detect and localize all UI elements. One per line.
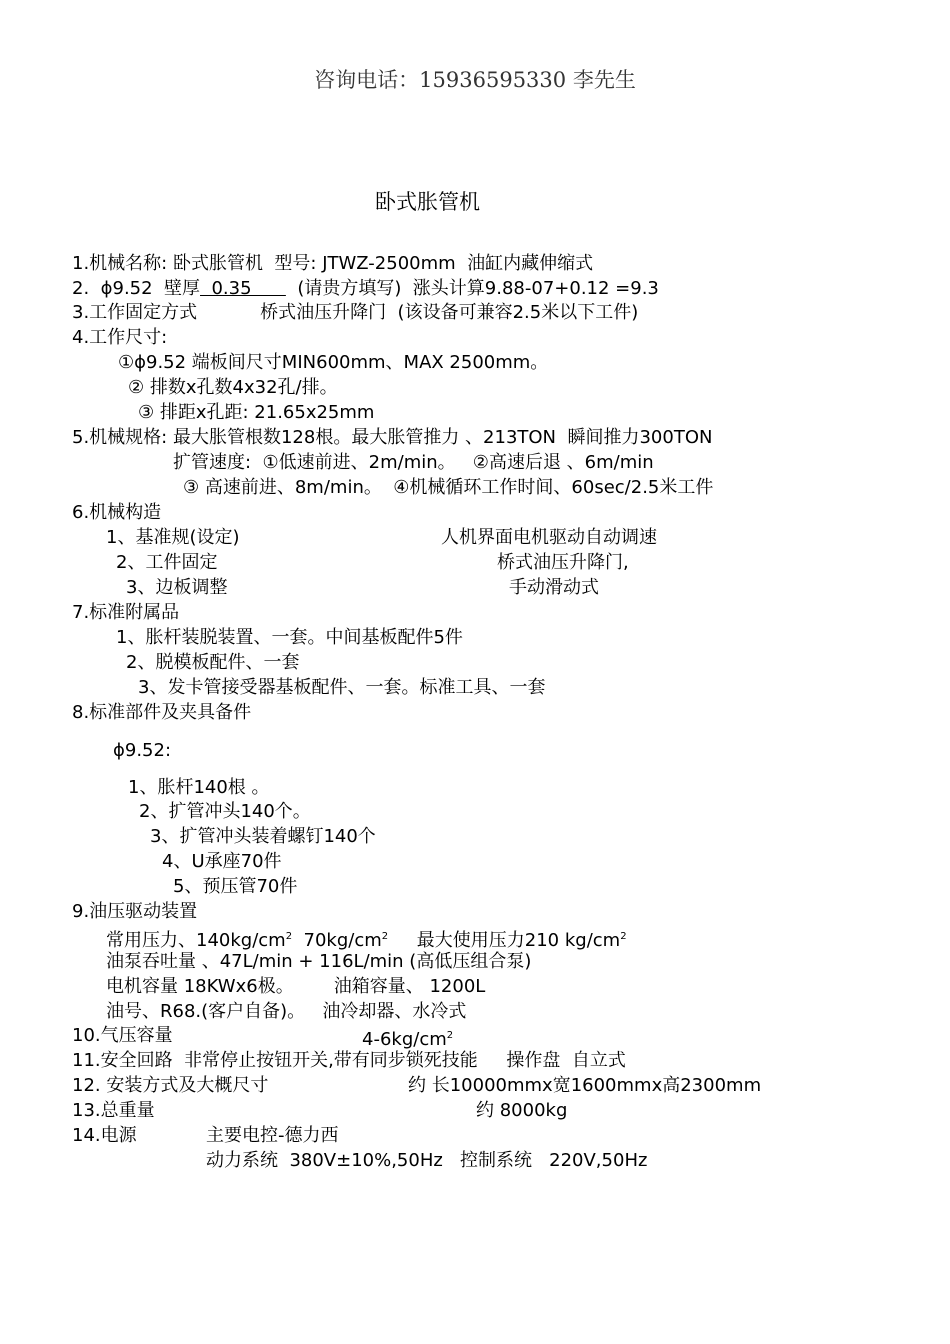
spec-line-7-2: 2、脱模板配件、一套 [126, 652, 300, 673]
spec-line-9-pressure [106, 926, 627, 952]
spec-line-7: 7.标准附属品 [72, 602, 180, 623]
superscript-2: 2 [285, 931, 293, 942]
document-title: 卧式胀管机 [375, 190, 480, 214]
superscript-2: 2 [381, 931, 389, 942]
spec-line-7-3: 3、发卡管接受器基板配件、一套。标准工具、一套 [138, 677, 546, 698]
spec-line-5-speed-2: ③ 高速前进、8m/min。 ④机械循环工作时间、60sec/2.5米工件 [183, 477, 714, 498]
spec-line-4-3: ③ 排距x孔距: 21.65x25mm [138, 402, 375, 423]
spec-line-2-label: 2. ϕ9.52 壁厚 [72, 278, 201, 299]
spec-line-6-1-value: 人机界面电机驱动自动调速 [441, 527, 657, 548]
spec-line-9-oil: 油号、R68.(客户自备)。 油冷却器、水冷式 [106, 1001, 467, 1022]
spec-line-4-2: ② 排数x孔数4x32孔/排。 [128, 377, 338, 398]
spec-line-2 [72, 278, 659, 300]
spec-line-14-power: 动力系统 380V±10%,50Hz 控制系统 220V,50Hz [206, 1150, 648, 1171]
spec-line-11: 11.安全回路 非常停止按钮开关,带有同步锁死技能 操作盘 自立式 [72, 1050, 626, 1071]
superscript-2: 2 [620, 931, 627, 942]
spec-line-14-label: 14.电源 [72, 1125, 137, 1146]
spec-line-8-4: 4、U承座70件 [162, 851, 282, 872]
spec-line-6-1-label: 1、基准规(设定) [106, 527, 240, 548]
spec-line-5-speed-1: 扩管速度: ①低速前进、2m/min。 ②高速后退 、6m/min [173, 452, 654, 473]
normal-pressure-value: 常用压力、140kg/cm [106, 930, 286, 951]
spec-line-8-subheading: ϕ9.52: [113, 740, 172, 761]
spec-line-6-2-value: 桥式油压升降门, [497, 552, 629, 573]
spec-line-8-1: 1、胀杆140根 。 [128, 777, 270, 798]
spec-line-2-note: (请贵方填写) 涨头计算9.88-07+0.12 =9.3 [285, 278, 659, 299]
spec-line-10-value [362, 1025, 453, 1051]
spec-line-7-1: 1、胀杆装脱装置、一套。中间基板配件5件 [116, 627, 463, 648]
spec-line-13-label: 13.总重量 [72, 1100, 155, 1121]
contact-phone: 咨询电话：15936595330 李先生 [314, 68, 636, 92]
spec-line-9-pump: 油泵吞吐量 、47L/min + 116L/min (高低压组合泵) [106, 951, 532, 972]
spec-line-6: 6.机械构造 [72, 502, 162, 523]
spec-line-6-3-value: 手动滑动式 [509, 577, 599, 598]
spec-line-12-value: 约 长10000mmx宽1600mmx高2300mm [408, 1075, 762, 1096]
low-pressure-value: 70kg/cm [292, 930, 382, 951]
wall-thickness-value: 0.35 [200, 278, 286, 299]
air-pressure-value: 4-6kg/cm [362, 1029, 447, 1050]
spec-line-6-2-label: 2、工件固定 [116, 552, 218, 573]
spec-line-6-3-label: 3、边板调整 [126, 577, 228, 598]
spec-line-10-label: 10.气压容量 [72, 1025, 173, 1046]
spec-line-3: 3.工作固定方式 桥式油压升降门 (该设备可兼容2.5米以下工件) [72, 302, 639, 323]
spec-line-13-value: 约 8000kg [476, 1100, 568, 1121]
spec-line-4: 4.工作尺寸: [72, 327, 168, 348]
spec-line-8-2: 2、扩管冲头140个。 [139, 801, 311, 822]
spec-line-5: 5.机械规格: 最大胀管根数128根。最大胀管推力 、213TON 瞬间推力300TON [72, 427, 713, 448]
spec-line-14-value: 主要电控-德力西 [206, 1125, 339, 1146]
spec-line-12-label: 12. 安装方式及大概尺寸 [72, 1075, 269, 1096]
spec-line-8-3: 3、扩管冲头装着螺钉140个 [150, 826, 376, 847]
spec-line-8: 8.标准部件及夹具备件 [72, 702, 252, 723]
spec-line-1: 1.机械名称: 卧式胀管机 型号: JTWZ-2500mm 油缸内藏伸缩式 [72, 253, 594, 274]
max-pressure-value: 最大使用压力210 kg/cm [388, 930, 621, 951]
spec-line-9: 9.油压驱动装置 [72, 901, 198, 922]
spec-line-4-1: ①ϕ9.52 端板间尺寸MIN600mm、MAX 2500mm。 [118, 352, 549, 373]
spec-line-8-5: 5、预压管70件 [173, 876, 298, 897]
superscript-2: 2 [446, 1030, 454, 1041]
spec-line-9-motor: 电机容量 18KWx6极。 油箱容量、 1200L [106, 976, 486, 997]
